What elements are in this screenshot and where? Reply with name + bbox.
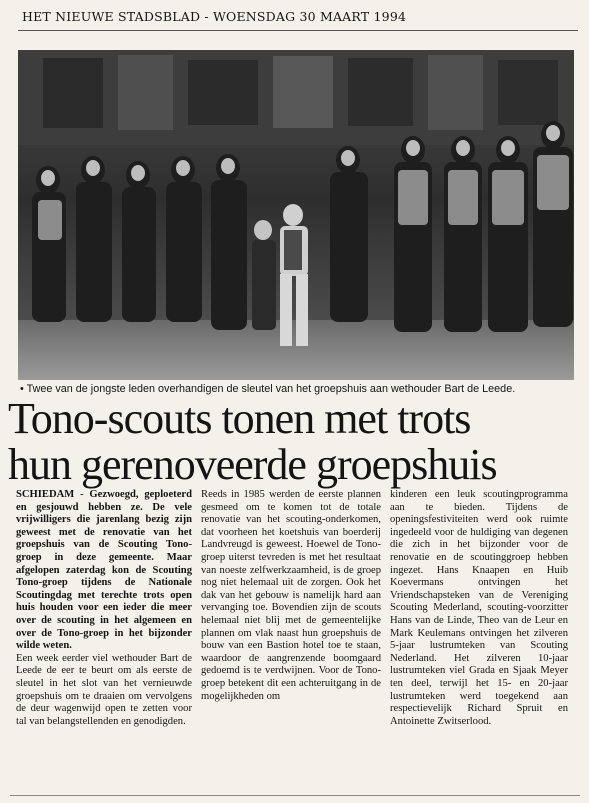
article-dateline: SCHIEDAM [16,489,75,500]
article-column-3 [390,489,568,728]
article-column-1 [16,489,192,728]
news-photo-image [18,50,574,380]
headline-line-1: Tono-scouts tonen met trots [8,394,471,443]
article-paragraph-3: kinderen een leuk scoutingprogramma aan te bieden. Tijdens de openingsfestiviteiten werd ook ruimte ingedeeld voor de huldiging van degenen die zich in het bijzonder voor de renovatie en de scoutinggroep hebben ingezet. Hans Knaapen en Huib Koevermans ontvingen het Vriendschapsteken van de Vereniging Scouting Mederland, scouting-voorzitter Hans van de Linde, Theo van de Leur en Mark Keulemans ontvingen het zilveren 5-jaar lustrumteken van Scouting Nederland. Het zilveren 10-jaar lustrumteken viel Grada en Sjaak Meyer ten deel, terwijl het 15- en 20-jaar lustrumteken werd toegekend aan respectievelijk Richard Spruit en Antoinette Zwitserlood. [390,489,568,727]
headline-line-2: hun gerenoveerde groepshuis [8,440,497,489]
news-photo [18,50,574,380]
masthead-rule [18,30,578,31]
photo-caption: • Twee van de jongste leden overhandigen de sleutel van het groepshuis aan wethouder Bart de Leede. [20,383,516,395]
masthead: HET NIEUWE STADSBLAD - WOENSDAG 30 MAART 1994 [22,9,407,24]
article-lead: SCHIEDAM - Gezwoegd, geploeterd en gesjouwd hebben ze. De vele vrijwilligers die jarenlang bezig zijn geweest met de renovatie van het groepshuis van de Scouting Tono-groep in deze gemeente. Maar afgelopen zaterdag kon de Scouting Tono-groep tijdens de Nationale Scoutingdag met terechte trots open huis houden voor een ieder die meer over de scouting in het algemeen en over de Tono-groep in het bijzonder wilde weten. [16,489,193,652]
article-paragraph-1: Een week eerder viel wethouder Bart de Leede de eer te beurt om als eerste de sleutel in het slot van het vernieuwde groepshuis om te draaien om vervolgens de deur wagenwijd open te zetten voor tal van belangstellenden en genodigden. [16,652,192,727]
article-column-2 [201,489,381,703]
page-bottom-edge [10,795,580,796]
article-lead-text: Gezwoegd, geploeterd en gesjouwd hebben ze. De vele vrijwilligers die jarenlang bezig zijn geweest met de renovatie van het groepshuis van de Scouting Tono-groep in deze gemeente. Maar afgelopen zaterdag kon de Scouting Tono-groep tijdens de Nationale Scoutingdag met terechte trots open huis houden voor een ieder die meer over de scouting in het algemeen en over de Tono-groep in het bijzonder wilde weten. [16,489,193,652]
article-paragraph-2: Reeds in 1985 werden de eerste plannen gesmeed om te komen tot de totale renovatie van het scouting-onderkomen, dat voorheen het koetshuis van boerderij Landvreugd is geweest. Hoewel de Tono-groep uiterst tevreden is met het resultaat van noeste zelfwerkzaamheid, is de groep nog niet helemaal uit de zorgen. Ook het dak van het gebouw is namelijk hard aan vervanging toe. Bovendien zijn de scouts helemaal niet blij met de gemeentelijke plannen om vlak naast hun groepshuis de bouw van een Bastion hotel toe te staan, waardoor de aangrenzende boomgaard gedoemd is te verdwijnen. Voor de Tono-groep betekent dit een achteruitgang in de mogelijkheden om [201,489,381,702]
